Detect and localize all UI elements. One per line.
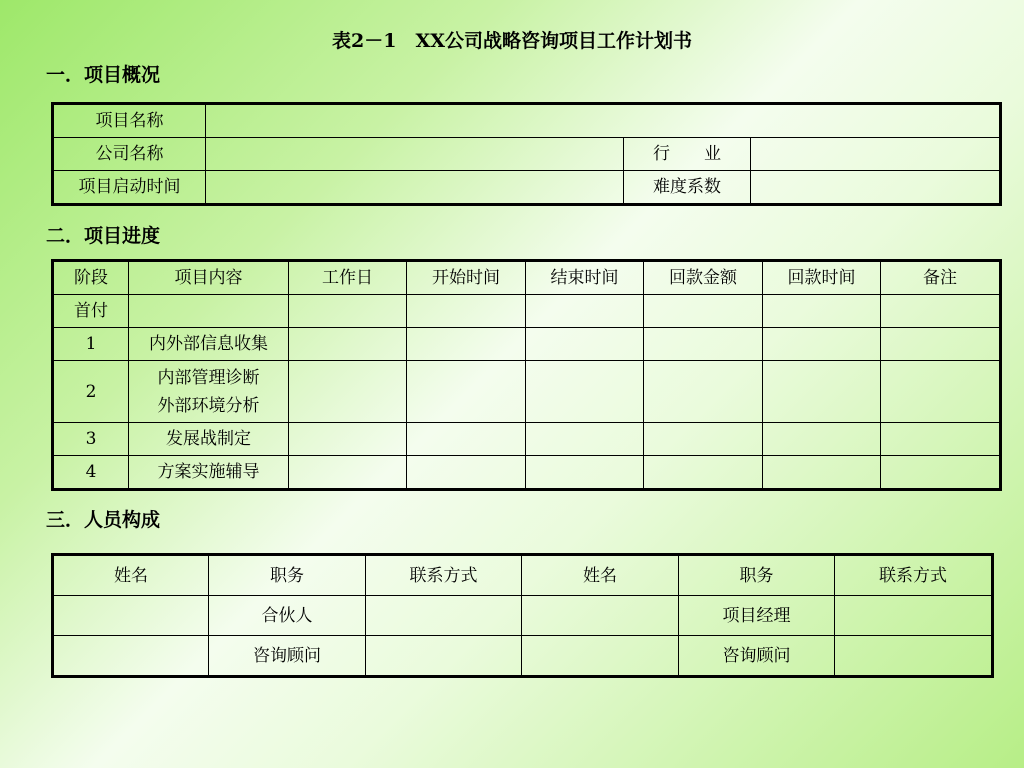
empty-cell[interactable] xyxy=(526,361,644,423)
table-header-row xyxy=(53,261,1001,295)
empty-cell[interactable] xyxy=(366,596,522,636)
empty-cell[interactable] xyxy=(289,456,407,490)
empty-cell[interactable] xyxy=(407,456,526,490)
project-name-label: 项目名称 xyxy=(53,104,206,138)
empty-cell[interactable] xyxy=(522,596,679,636)
content-cell: 方案实施辅导 xyxy=(129,456,289,490)
empty-cell[interactable] xyxy=(53,596,209,636)
content-cell: 发展战制定 xyxy=(129,423,289,456)
empty-cell[interactable] xyxy=(289,361,407,423)
empty-cell[interactable] xyxy=(407,328,526,361)
column-header-payment-amount: 回款金额 xyxy=(644,261,763,295)
empty-cell[interactable] xyxy=(644,361,763,423)
empty-cell[interactable] xyxy=(763,295,881,328)
table-row xyxy=(53,104,1001,138)
column-header-end-time: 结束时间 xyxy=(526,261,644,295)
empty-cell[interactable] xyxy=(644,328,763,361)
empty-cell[interactable] xyxy=(289,295,407,328)
column-header-workdays: 工作日 xyxy=(289,261,407,295)
industry-label: 行 业 xyxy=(624,138,751,171)
empty-cell[interactable] xyxy=(881,361,1001,423)
column-header-contact: 联系方式 xyxy=(366,555,522,596)
table-row xyxy=(53,138,1001,171)
staff-table xyxy=(51,553,994,678)
table-header-row xyxy=(53,555,993,596)
column-header-position: 职务 xyxy=(209,555,366,596)
table-row xyxy=(53,328,1001,361)
empty-cell[interactable] xyxy=(763,328,881,361)
content-cell xyxy=(129,295,289,328)
empty-cell[interactable] xyxy=(763,456,881,490)
content-cell xyxy=(129,361,289,423)
difficulty-label: 难度系数 xyxy=(624,171,751,205)
column-header-stage: 阶段 xyxy=(53,261,129,295)
content-cell: 内外部信息收集 xyxy=(129,328,289,361)
difficulty-value-cell[interactable] xyxy=(751,171,1001,205)
table-row xyxy=(53,636,993,677)
project-progress-table xyxy=(51,259,1002,491)
project-overview-table xyxy=(51,102,1002,206)
column-header-position: 职务 xyxy=(679,555,835,596)
column-header-name: 姓名 xyxy=(522,555,679,596)
empty-cell[interactable] xyxy=(881,423,1001,456)
section-heading-overview: 一．项目概况 xyxy=(46,64,161,86)
table-row xyxy=(53,361,1001,423)
position-cell: 咨询顾问 xyxy=(209,636,366,677)
stage-cell: 3 xyxy=(53,423,129,456)
content-line-1: 内部管理诊断 xyxy=(157,367,260,388)
position-cell: 合伙人 xyxy=(209,596,366,636)
section-heading-staff: 三．人员构成 xyxy=(46,509,161,531)
stage-cell: 1 xyxy=(53,328,129,361)
project-name-value-cell[interactable] xyxy=(206,104,1001,138)
column-header-start-time: 开始时间 xyxy=(407,261,526,295)
column-header-payment-time: 回款时间 xyxy=(763,261,881,295)
empty-cell[interactable] xyxy=(526,456,644,490)
empty-cell[interactable] xyxy=(644,456,763,490)
empty-cell[interactable] xyxy=(526,328,644,361)
empty-cell[interactable] xyxy=(526,423,644,456)
empty-cell[interactable] xyxy=(53,636,209,677)
position-cell: 咨询顾问 xyxy=(679,636,835,677)
company-name-value-cell[interactable] xyxy=(206,138,624,171)
stage-cell: 4 xyxy=(53,456,129,490)
empty-cell[interactable] xyxy=(289,423,407,456)
company-name-label: 公司名称 xyxy=(53,138,206,171)
empty-cell[interactable] xyxy=(526,295,644,328)
empty-cell[interactable] xyxy=(835,636,993,677)
industry-value-cell[interactable] xyxy=(751,138,1001,171)
empty-cell[interactable] xyxy=(644,295,763,328)
table-row xyxy=(53,171,1001,205)
table-row xyxy=(53,295,1001,328)
section-heading-progress: 二．项目进度 xyxy=(46,225,161,247)
empty-cell[interactable] xyxy=(644,423,763,456)
table-row xyxy=(53,423,1001,456)
empty-cell[interactable] xyxy=(289,328,407,361)
column-header-name: 姓名 xyxy=(53,555,209,596)
empty-cell[interactable] xyxy=(881,456,1001,490)
position-cell: 项目经理 xyxy=(679,596,835,636)
empty-cell[interactable] xyxy=(763,361,881,423)
content-line-2: 外部环境分析 xyxy=(157,395,260,416)
table-row xyxy=(53,596,993,636)
column-header-content: 项目内容 xyxy=(129,261,289,295)
stage-cell: 首付 xyxy=(53,295,129,328)
empty-cell[interactable] xyxy=(835,596,993,636)
start-time-value-cell[interactable] xyxy=(206,171,624,205)
start-time-label: 项目启动时间 xyxy=(53,171,206,205)
empty-cell[interactable] xyxy=(881,328,1001,361)
table-row xyxy=(53,456,1001,490)
page-title: 表2－1 XX公司战略咨询项目工作计划书 xyxy=(332,30,692,52)
column-header-remarks: 备注 xyxy=(881,261,1001,295)
empty-cell[interactable] xyxy=(763,423,881,456)
column-header-contact: 联系方式 xyxy=(835,555,993,596)
empty-cell[interactable] xyxy=(522,636,679,677)
empty-cell[interactable] xyxy=(407,423,526,456)
empty-cell[interactable] xyxy=(407,361,526,423)
stage-cell: 2 xyxy=(53,361,129,423)
empty-cell[interactable] xyxy=(881,295,1001,328)
empty-cell[interactable] xyxy=(407,295,526,328)
empty-cell[interactable] xyxy=(366,636,522,677)
